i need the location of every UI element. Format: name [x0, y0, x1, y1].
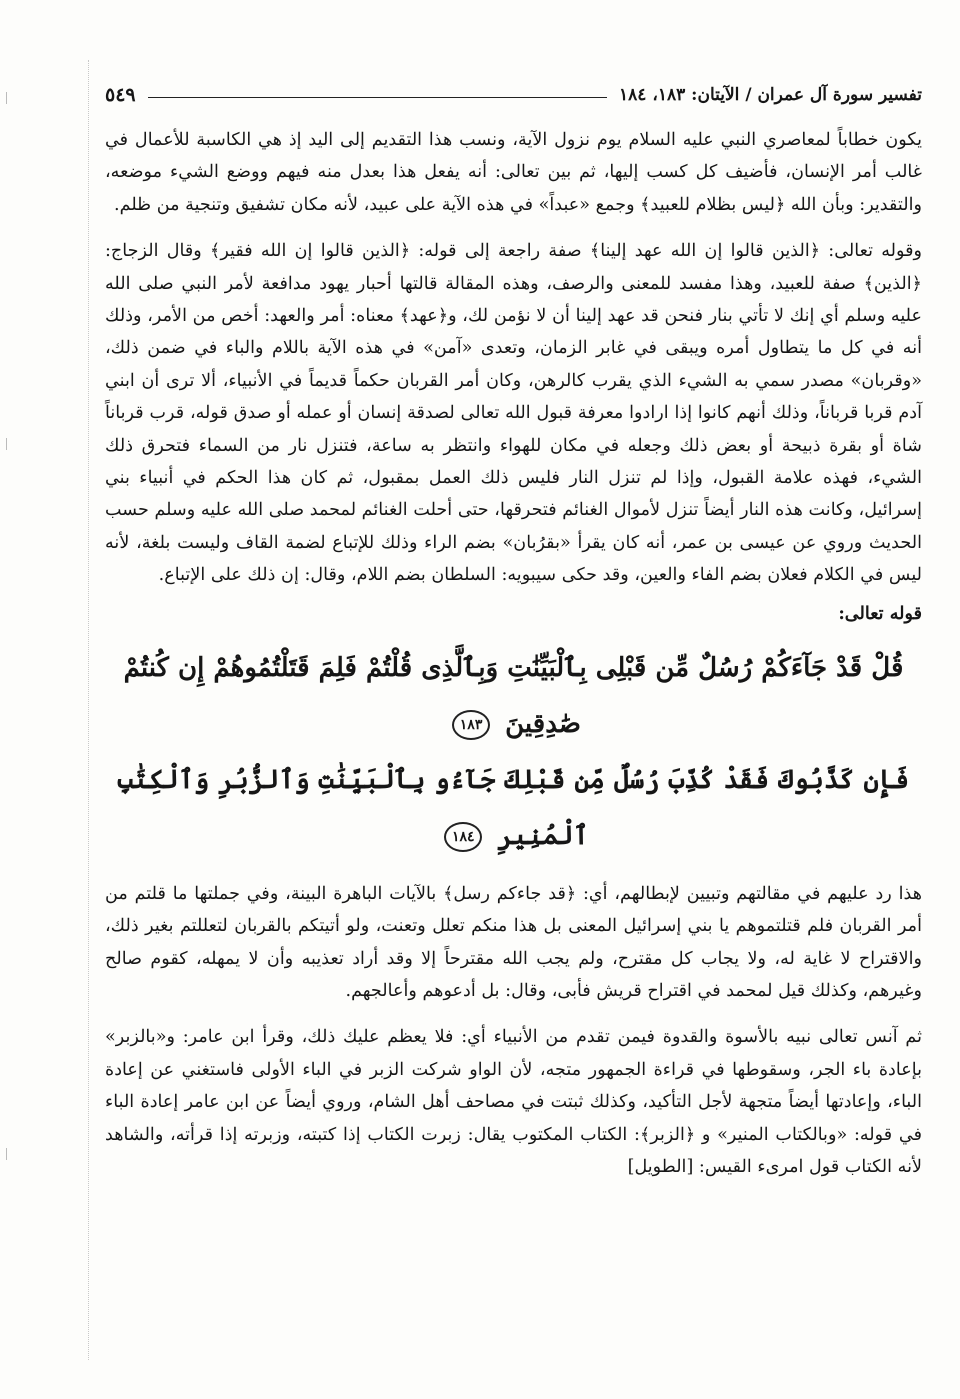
running-title: تفسير سورة آل عمران / الآيتان: ١٨٣، ١٨٤: [619, 85, 922, 105]
verse-text-183: قُلْ قَدْ جَآءَكُمْ رُسُلٌ مِّن قَبْلِى بِٱلْبَيِّنَٰتِ وَبِٱلَّذِى قُلْتُمْ فَلِمَ قَتَلْتُمُوهُمْ إِن كُنتُمْ صَٰدِقِينَ: [123, 652, 904, 739]
paragraph-2: وقوله تعالى: ﴿الذين قالوا إن الله عهد إلينا﴾ صفة راجعة إلى قوله: ﴿الذين قالوا إن الله فقير﴾ وقال الزجاج: ﴿الذين﴾ صفة للعبيد، وهذا مفسد للمعنى والرصف، وهذه المقالة قالتها أحبار يهود مدافعة لأمر النبي صلى الله عليه وسلم أي إنك لا تأتي بنار فنحن قد عهد إلينا أن لا نؤمن لك، و﴿عهد﴾ معناه: أمر والعهد: أخص من الأمر، وذلك أنه في كل ما يتطاول أمره ويبقى في غابر الزمان، وتعدى «آمن» في هذه الآية باللام والباء في ضمن ذلك، «وقربان» مصدر سمي به الشيء الذي يقرب كالرهن، وكان أمر القربان حكماً قديماً في الأنبياء، ألا ترى أن ابني آدم قربا قرباناً، وذلك أنهم كانوا إذا ارادوا معرفة قبول الله تعالى لصدقة إنسان أو عمله أو صدق قوله، قرب قرباناً شاة أو بقرة ذبيحة أو بعض ذلك وجعله في مكان للهواء وانتظر به ساعة، فتنزل نار من السماء فتحرق ذلك الشيء، فهذه علامة القبول، وإذا لم تنزل النار فليس ذلك العمل بمقبول، ثم كان هذا الحكم في أنبياء بني إسرائيل، وكانت هذه النار أيضاً تنزل لأموال الغنائم فتحرقها، حتى أحلت الغنائم لمحمد صلى الله عليه وسلم حسب الحديث وروي عن عيسى بن عمر، أنه كان يقرأ «بقرُبان» بضم الراء وذلك للإتباع لضمة القاف وليست بلغة، لأنه ليس في الكلام فعلان بضم الفاء والعين، وقد حكى سيبويه: السلطان بضم اللام، وقال: إن ذلك على الإتباع.: [105, 241, 922, 586]
margin-dotted-rule: [88, 60, 89, 1360]
running-header: [105, 80, 922, 110]
commentary-2: ثم آنس تعالى نبيه بالأسوة والقدوة فيمن تقدم من الأنبياء أي: فلا يعظم عليك ذلك، وقرأ ابن عامر: و«بالزبر» بإعادة باء الجر، وسقوطها في قراءة الجمهور متجه، لأن الواو شركت الزبر في الباء الأولى فاستغني عن إعادة الباء، وإعادتها أيضاً متجهة لأجل التأكيد، وكذلك ثبتت في مصاحف أهل الشام، وروي أيضاً عن ابن عامر إعادة الباء في قوله: «وبالكتاب المنير» و ﴿الزبر﴾: الكتاب المكتوب يقال: زبرت الكتاب إذا كتبته، وزبرته إذا قرأته، والشاهد لأنه الكتاب قول امرىء القيس: [الطويل]: [105, 1027, 922, 1177]
ayah-number-183: ١٨٣: [452, 710, 490, 740]
verse-line-184: [105, 752, 922, 864]
quran-verses: [105, 640, 922, 864]
page-number: ٥٤٩: [105, 84, 136, 106]
book-page: [105, 80, 922, 1380]
margin-tick: [6, 1148, 7, 1160]
margin-tick: [6, 438, 7, 450]
margin-tick: [6, 92, 7, 104]
verse-line-183: [105, 640, 922, 752]
header-rule: [148, 97, 607, 98]
commentary-1: هذا رد عليهم في مقالتهم وتبيين لإبطالهم، أي: ﴿قد جاءكم رسل﴾ بالآيات الباهرة البينة، وفي جملتها ما قلتم من أمر القربان فلم قتلتموهم يا بني إسرائيل المعنى بل هذا منكم تعلل وتعنت، ولو أتيتكم بالقربان لتعللتم بغير ذلك، والاقتراح لا غاية له، ولا يجاب كل مقترح، ولم يجب الله مقترحاً إلا وقد أراد تعذيبه وأن لا يمهله، كقوم صالح وغيرهم، وكذلك قيل لمحمد في اقتراح قريش فأبى، وقال: بل أدعوهم وأعالجهم.: [105, 883, 922, 1001]
ayah-number-184: ١٨٤: [444, 822, 482, 852]
verse-text-184: فَإِن كَذَّبُوكَ فَقَدْ كُذِّبَ رُسُلٌ مِّن قَبْلِكَ جَآءُو بِٱلْبَيِّنَٰتِ وَٱلزُّبُرِ وَٱلْكِتَٰبِ ٱلْمُنِيرِ: [117, 764, 910, 851]
verse-intro: قوله تعالى:: [838, 602, 922, 624]
paragraph-1: يكون خطاباً لمعاصري النبي عليه السلام يوم نزول الآية، ونسب هذا التقديم إلى اليد إذ هي الكاسبة للأعمال في غالب أمر الإنسان، فأضيف كل كسب إليها، ثم بين تعالى: أنه يفعل هذا بعدل منه فيهم ووضع الشيء موضعه، والتقدير: وبأن الله ﴿ليس بظلام للعبيد﴾ وجمع «عبداً» في هذه الآية على عبيد، لأنه مكان تشفيق وتنجية من ظلم.: [105, 130, 922, 215]
